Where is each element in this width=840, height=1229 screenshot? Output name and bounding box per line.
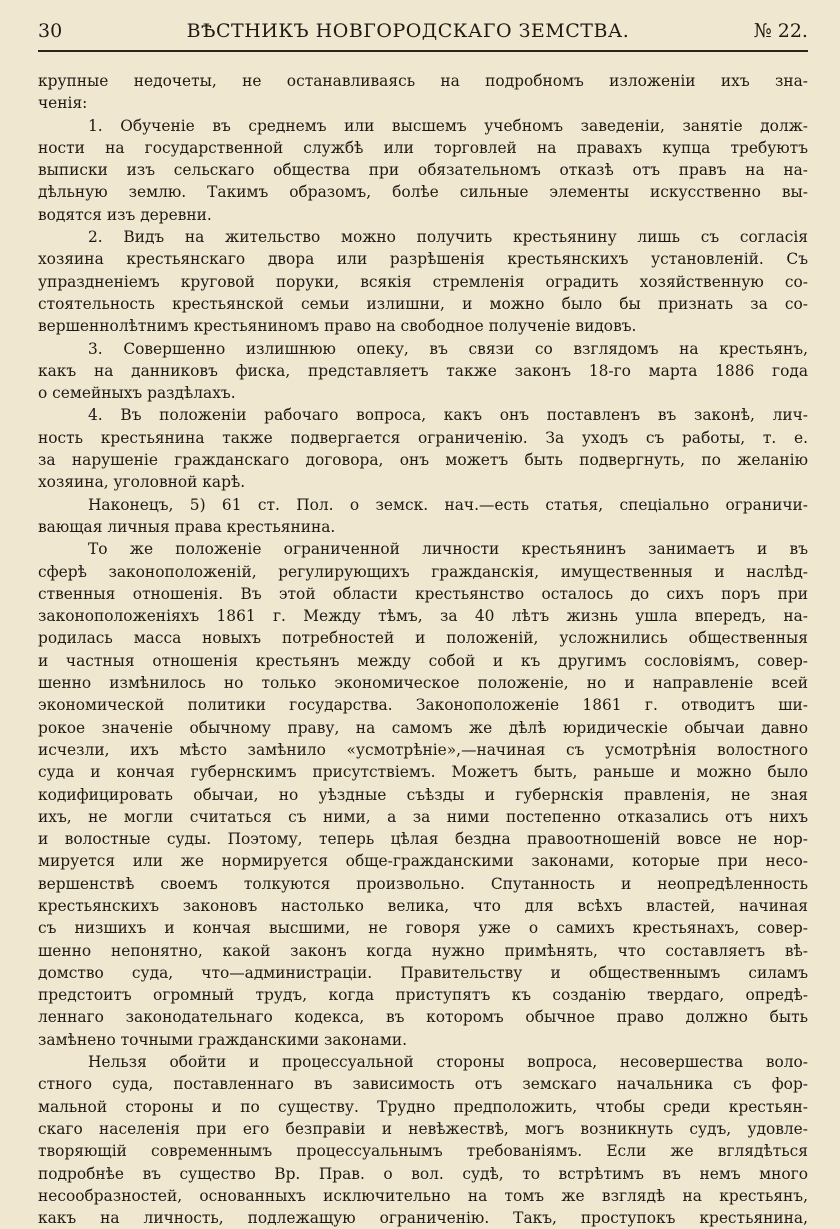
text-line: леннаго законодательнаго кодекса, въ которомъ обычное право должно быть (38, 1008, 808, 1027)
text-line: мируется или же нормируется обще-гражданскими законами, которые при несо- (38, 852, 808, 871)
header-rule (38, 50, 808, 52)
text-line: хозяина, уголовной карѣ. (38, 473, 246, 492)
text-line: родилась масса новыхъ потребностей и положеній, усложнились общественныя (38, 629, 808, 648)
text-line: законоположеніяхъ 1861 г. Между тѣмъ, за 40 лѣтъ жизнь ушла впередъ, на- (38, 607, 808, 626)
body-text (38, 70, 808, 1229)
text-line: упраздненіемъ круговой поруки, всякія стремленія оградить хозяйственную со- (38, 272, 808, 291)
text-line: экономической политики государства. Законоположеніе 1861 г. отводитъ ши- (38, 696, 808, 715)
page-number: 30 (38, 20, 63, 42)
text-line: водятся изъ деревни. (38, 205, 212, 224)
text-line: ихъ, не могли считаться съ ними, а за ними постепенно отказались отъ нихъ (38, 807, 808, 826)
text-line: вершеннолѣтнимъ крестьяниномъ право на свободное полученіе видовъ. (38, 317, 637, 336)
text-line: сферѣ законоположеній, регулирующихъ гражданскія, имущественныя и наслѣд- (38, 562, 808, 581)
text-line: 4. Въ положеніи рабочаго вопроса, какъ онъ поставленъ въ законѣ, лич- (88, 406, 808, 425)
text-line: подробнѣе въ существо Вр. Прав. о вол. судѣ, то встрѣтимъ въ немъ много (38, 1164, 808, 1183)
text-line: Нельзя обойти и процессуальной стороны вопроса, несовершества воло- (88, 1053, 808, 1072)
text-line: 2. Видъ на жительство можно получить крестьянину лишь съ согласія (88, 228, 808, 247)
text-line: исчезли, ихъ мѣсто замѣнило «усмотрѣніе»,—начиная съ усмотрѣнія волостного (38, 740, 808, 759)
text-line: 1. Обученіе въ среднемъ или высшемъ учебномъ заведеніи, занятіе долж- (88, 116, 808, 135)
text-line: и частныя отношенія крестьянъ между собой и къ другимъ сословіямъ, совер- (38, 651, 808, 670)
text-line: несообразностей, основанныхъ исключительно на томъ же взглядѣ на крестьянъ, (38, 1186, 808, 1205)
text-line: шенно измѣнилось но только экономическое положеніе, но и направленіе всей (38, 674, 808, 693)
text-line: крупные недочеты, не останавливаясь на подробномъ изложеніи ихъ зна- (38, 72, 808, 90)
text-line: Наконецъ, 5) 61 ст. Пол. о земск. нач.—есть статья, спеціально ограничи- (88, 495, 808, 514)
text-line: суда и кончая губернскимъ присутствіемъ. Можетъ быть, раньше и можно было (38, 763, 808, 782)
text-line: какъ на данниковъ фиска, представляетъ также законъ 18-го марта 1886 года (38, 361, 808, 380)
text-line: о семейныхъ раздѣлахъ. (38, 384, 236, 403)
text-line: ственныя отношенія. Въ этой области крестьянство осталось до сихъ поръ при (38, 584, 808, 603)
text-line: хозяина крестьянскаго двора или разрѣшенія крестьянскихъ установленій. Съ (38, 250, 808, 269)
text-line: съ низшихъ и кончая высшими, не говоря уже о самихъ крестьянахъ, совер- (38, 919, 808, 938)
text-line: крестьянскихъ законовъ настолько велика, что для всѣхъ властей, начиная (38, 896, 808, 915)
text-line: мальной стороны и по существу. Трудно предположить, чтобы среди крестьян- (38, 1097, 808, 1116)
text-line: стного суда, поставленнаго въ зависимость отъ земскаго начальника съ фор- (38, 1075, 808, 1094)
text-line: выписки изъ сельскаго общества при обязательномъ отказѣ отъ правъ на на- (38, 161, 808, 180)
text-line: домство суда, что—администраціи. Правительству и общественнымъ силамъ (38, 963, 808, 982)
text-line: скаго населенія при его безправіи и невѣжествѣ, могъ возникнуть судъ, удовле- (38, 1119, 808, 1138)
text-line: ченія: (38, 94, 88, 113)
text-line: стоятельность крестьянской семьи излишни, и можно было бы признать за со- (38, 294, 808, 313)
text-line: за нарушеніе гражданскаго договора, онъ можетъ быть подвергнуть, по желанію (38, 451, 808, 470)
text-line: 3. Совершенно излишнюю опеку, въ связи со взглядомъ на крестьянъ, (88, 339, 808, 358)
text-line: То же положеніе ограниченной личности крестьянинъ занимаетъ и въ (88, 540, 808, 559)
text-line: дѣльную землю. Такимъ образомъ, болѣе сильные элементы искусственно вы- (38, 183, 808, 202)
text-line: ности на государственной службѣ или торговлей на правахъ купца требуютъ (38, 138, 808, 157)
text-line: и волостные суды. Поэтому, теперь цѣлая бездна правоотношеній вовсе не нор- (38, 830, 808, 849)
issue-number: № 22. (753, 20, 808, 42)
text-line: творяющій современнымъ процессуальнымъ требованіямъ. Если же вглядѣться (38, 1142, 808, 1161)
text-line: вающая личныя права крестьянина. (38, 517, 336, 536)
text-line: вершенствѣ своемъ толкуются произвольно. Спутанность и неопредѣленность (38, 874, 808, 893)
journal-title: ВѢСТНИКЪ НОВГОРОДСКАГО ЗЕМСТВА. (186, 20, 630, 42)
text-line: замѣнено точными гражданскими законами. (38, 1030, 407, 1049)
text-line: какъ на личность, подлежащую ограниченію. Такъ, проступокъ крестьянина, (38, 1209, 808, 1228)
running-header (38, 20, 808, 50)
text-line: шенно непонятно, какой законъ когда нужно примѣнять, что составляетъ вѣ- (38, 941, 808, 960)
text-line: кодифицировать обычаи, но уѣздные съѣзды и губернскія правленія, не зная (38, 785, 808, 804)
text-line: рокое значеніе обычному праву, на самомъ же дѣлѣ юридическіе обычаи давно (38, 718, 808, 737)
text-line: предстоитъ огромный трудъ, когда приступятъ къ созданію твердаго, опредѣ- (38, 986, 808, 1005)
text-line: ность крестьянина также подвергается ограниченію. За уходъ съ работы, т. е. (38, 428, 808, 447)
